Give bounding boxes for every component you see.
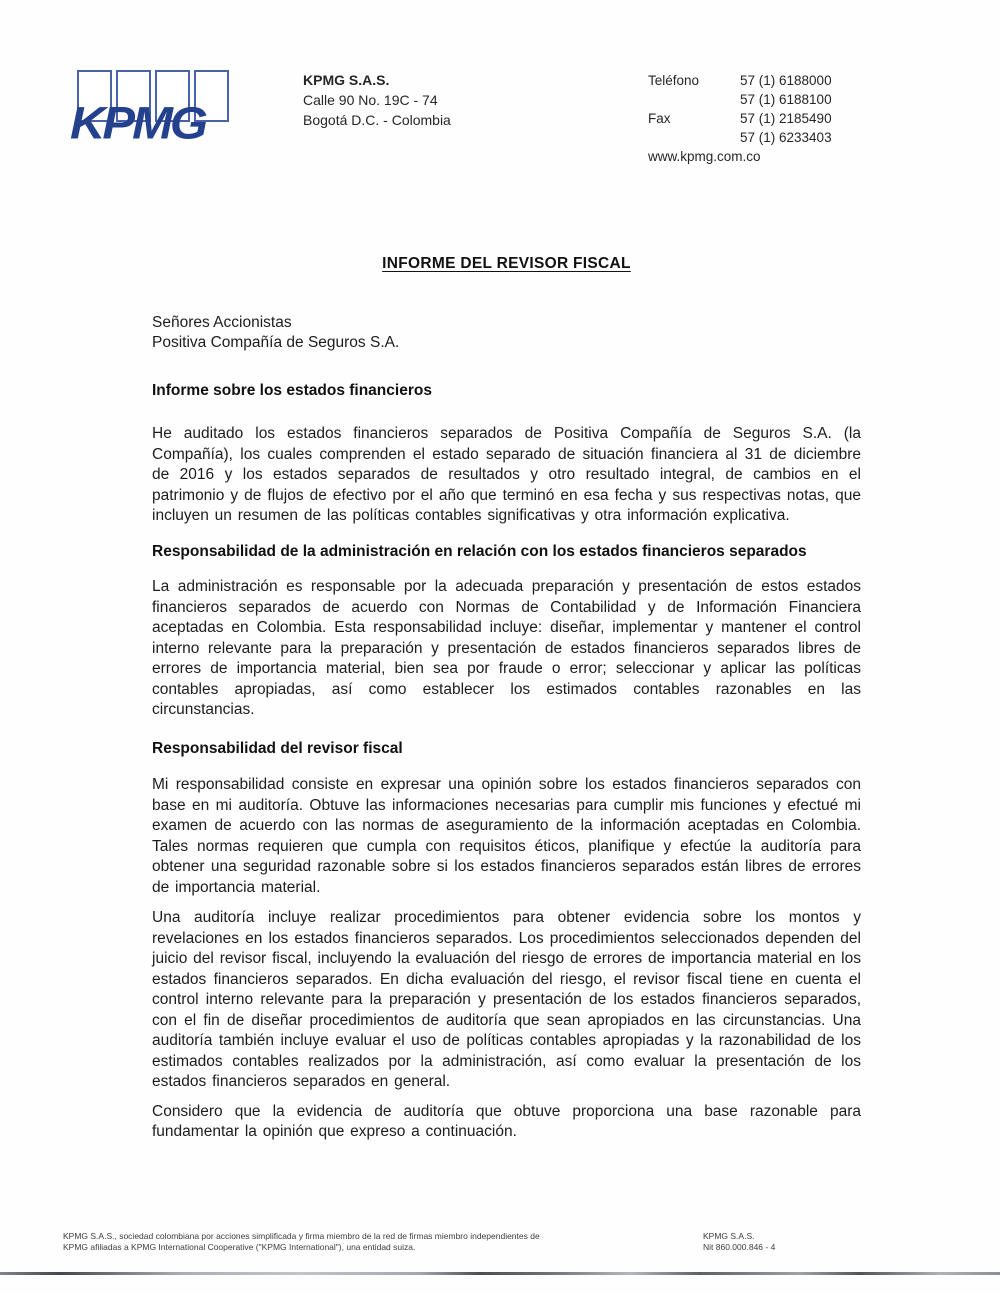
- document-title: INFORME DEL REVISOR FISCAL: [382, 255, 631, 272]
- scan-artifact-line: [0, 1272, 1000, 1275]
- phone-number: 57 (1) 6188100: [740, 92, 832, 107]
- phone-row: [648, 71, 832, 90]
- kpmg-logo: [70, 68, 230, 153]
- fax-label: Fax: [648, 111, 671, 126]
- section-heading-responsabilidad-administracion: Responsabilidad de la administración en relación con los estados financieros separados: [152, 542, 807, 560]
- document-body: [152, 254, 861, 1143]
- paragraph-considero: Considero que la evidencia de auditoría que obtuve proporciona una base razonable para fundamentar la opinión que expreso a continuación.: [152, 1102, 861, 1140]
- firm-address-line1: Calle 90 No. 19C - 74: [303, 92, 438, 108]
- footer-firm-id: [703, 1231, 775, 1253]
- fax-number: 57 (1) 6233403: [740, 130, 832, 145]
- website-url: www.kpmg.com.co: [648, 149, 761, 164]
- footer-legal-text: [63, 1231, 638, 1253]
- fax-number: 57 (1) 2185490: [740, 111, 832, 126]
- paragraph-auditoria-procedimientos: Una auditoría incluye realizar procedimientos para obtener evidencia sobre los montos y revelaciones en los estados financieros separados. Los procedimientos seleccionados dependen del juicio del revisor fiscal, incluyendo la evaluación del riesgo de errores de importancia material en los estados financieros separados. En dicha evaluación del riesgo, el revisor fiscal tiene en cuenta el control interno relevante para la preparación y presentación de los estados financieros separados, con el fin de diseñar procedimientos de auditoría que sean apropiados en las circunstancias. Una auditoría también incluye evaluar el uso de políticas contables apropiadas y la razonabilidad de los estimados contables realizados por la administración, así como evaluar la presentación de los estados financieros separados en general.: [152, 909, 861, 1090]
- paragraph-auditado: He auditado los estados financieros separados de Positiva Compañía de Seguros S.A. (la Compañía), los cuales comprenden el estado separado de situación financiera al 31 de diciembre de 2016 y los estados separados de resultados y otro resultado integral, de cambios en el patrimonio y de flujos de efectivo por el año que terminó en esa fecha y sus respectivas notas, que incluyen un resumen de las políticas contables significativas y otra información explicativa.: [152, 425, 861, 524]
- fax-row: [648, 128, 832, 147]
- firm-contact-block: [648, 71, 832, 166]
- addressee-line: Positiva Compañía de Seguros S.A.: [152, 334, 400, 351]
- footer-legal-line1: KPMG S.A.S., sociedad colombiana por acciones simplificada y firma miembro de la red de firmas miembro independientes de: [63, 1231, 540, 1241]
- footer-firm-name: KPMG S.A.S.: [703, 1231, 755, 1241]
- section-heading-estados-financieros: Informe sobre los estados financieros: [152, 381, 432, 399]
- fax-row: [648, 109, 832, 128]
- phone-number: 57 (1) 6188000: [740, 73, 832, 88]
- addressee-line: Señores Accionistas: [152, 313, 292, 331]
- paragraph-administracion: La administración es responsable por la adecuada preparación y presentación de estos estados financieros separados de acuerdo con Normas de Contabilidad y de Información Financiera aceptadas en Colombia. Esta responsabilidad incluye: diseñar, implementar y mantener el control interno relevante para la preparación y presentación de estados financieros separados libres de errores de importancia material, bien sea por fraude o error; seleccionar y aplicar las políticas contables apropiadas, así como establecer los estimados contables razonables en las circunstancias.: [152, 578, 861, 718]
- firm-address-block: [303, 70, 451, 130]
- section-heading-responsabilidad-revisor: Responsabilidad del revisor fiscal: [152, 739, 403, 757]
- paragraph-responsabilidad: Mi responsabilidad consiste en expresar una opinión sobre los estados financieros separados con base en mi auditoría. Obtuve las informaciones necesarias para cumplir mis funciones y efectué mi examen de acuerdo con las normas de aseguramiento de la información aceptadas en Colombia. Tales normas requieren que cumpla con requisitos éticos, planifique y efectúe la auditoría para obtener una seguridad razonable sobre si los estados financieros separados están libres de errores de importancia material.: [152, 776, 861, 896]
- phone-label-spacer: [648, 90, 740, 109]
- firm-name: KPMG S.A.S.: [303, 72, 390, 88]
- addressee-block: [152, 313, 861, 354]
- phone-label: Teléfono: [648, 73, 700, 88]
- fax-label-spacer: [648, 128, 740, 147]
- kpmg-wordmark: KPMG: [70, 98, 205, 149]
- firm-address-line2: Bogotá D.C. - Colombia: [303, 112, 451, 128]
- phone-row: [648, 90, 832, 109]
- footer-legal-line2: KPMG afiliadas a KPMG International Cooperative ("KPMG International"), una entidad suiza.: [63, 1242, 416, 1252]
- footer-firm-nit: Nit 860.000.846 - 4: [703, 1242, 776, 1252]
